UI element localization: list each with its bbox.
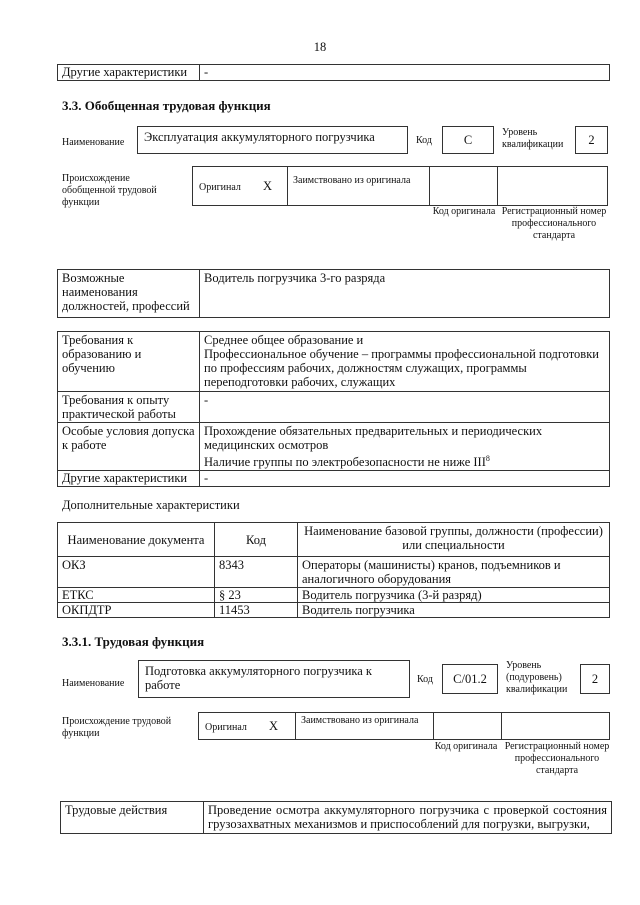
code-original-caption: Код оригинала bbox=[432, 206, 496, 217]
labour-actions-table bbox=[60, 801, 612, 834]
tf-original-label: Оригинал bbox=[205, 722, 247, 733]
other-characteristics-top-row bbox=[57, 64, 610, 81]
additional-title: Дополнительные характеристики bbox=[62, 498, 240, 512]
requirements-table bbox=[57, 331, 610, 487]
req-value: Среднее общее образование и Профессиональное обучение – программы профессиональной подготовки по профессиям рабочих, должностям служащих, программы переподготовки рабочих, служащих bbox=[200, 332, 610, 392]
borrowed-label: Заимствовано из оригинала bbox=[293, 175, 411, 186]
tf-code-value: C/01.2 bbox=[442, 664, 498, 694]
cell: § 23 bbox=[215, 588, 298, 603]
tf-level-label: Уровень (подуровень) квалификации bbox=[506, 660, 568, 695]
req-text: Прохождение обязательных предварительных и периодических медицинских осмотров Наличие группы по электробезопасности не ниже III bbox=[204, 424, 543, 470]
cell: 11453 bbox=[215, 603, 298, 618]
cell: ОКПДТР bbox=[58, 603, 215, 618]
row-label: Другие характеристики bbox=[58, 65, 200, 81]
footnote-mark: 8 bbox=[485, 454, 490, 463]
code-value: C bbox=[442, 126, 494, 154]
col-header: Наименование документа bbox=[58, 523, 215, 557]
page-number: 18 bbox=[313, 40, 327, 54]
req-label: Требования к опыту практической работы bbox=[58, 392, 200, 423]
section-heading: 3.3. Обобщенная трудовая функция bbox=[62, 98, 271, 113]
req-label: Требования к образованию и обучению bbox=[58, 332, 200, 392]
name-value: Эксплуатация аккумуляторного погрузчика bbox=[137, 126, 408, 154]
tf-code-original-caption: Код оригинала bbox=[434, 741, 498, 752]
tf-name-label: Наименование bbox=[62, 678, 125, 689]
positions-table bbox=[57, 269, 610, 318]
level-label: Уровень квалификации bbox=[502, 127, 564, 150]
tf-name-value: Подготовка аккумуляторного погрузчика к работе bbox=[138, 660, 410, 698]
tf-level-value: 2 bbox=[580, 664, 610, 694]
col-header: Наименование базовой группы, должности (профессии) или специальности bbox=[298, 523, 610, 557]
level-value: 2 bbox=[575, 126, 608, 154]
origin-box bbox=[192, 166, 608, 206]
col-header: Код bbox=[215, 523, 298, 557]
tf-original-mark: X bbox=[269, 719, 279, 733]
actions-value: Проведение осмотра аккумуляторного погрузчика с проверкой состояния грузозахватных механизмов и приспособлений для погрузки, выгрузки, bbox=[204, 802, 612, 834]
req-value bbox=[200, 423, 610, 471]
req-label: Особые условия допуска к работе bbox=[58, 423, 200, 471]
table-row bbox=[58, 603, 610, 618]
tf-borrowed-label: Заимствовано из оригинала bbox=[301, 715, 419, 726]
tf-reg-number-caption: Регистрационный номер профессионального стандарта bbox=[504, 741, 610, 776]
origin-label: Происхождение обобщенной трудовой функции bbox=[62, 173, 157, 208]
additional-table bbox=[57, 522, 610, 618]
req-value: - bbox=[200, 392, 610, 423]
cell: 8343 bbox=[215, 557, 298, 588]
req-label: Другие характеристики bbox=[58, 471, 200, 487]
positions-label: Возможные наименования должностей, профессий bbox=[58, 270, 200, 318]
reg-number-caption: Регистрационный номер профессионального стандарта bbox=[501, 206, 607, 241]
row-value: - bbox=[200, 65, 610, 81]
tf-origin-label: Происхождение трудовой функции bbox=[62, 716, 172, 739]
code-label: Код bbox=[416, 135, 432, 146]
positions-value: Водитель погрузчика 3-го разряда bbox=[200, 270, 610, 318]
original-mark: X bbox=[263, 179, 273, 193]
req-value: - bbox=[200, 471, 610, 487]
table-row bbox=[58, 557, 610, 588]
name-label: Наименование bbox=[62, 137, 125, 148]
cell: ЕТКС bbox=[58, 588, 215, 603]
table-row bbox=[58, 588, 610, 603]
actions-label: Трудовые действия bbox=[61, 802, 204, 834]
tf-code-label: Код bbox=[417, 674, 433, 685]
original-label: Оригинал bbox=[199, 182, 241, 193]
tf-origin-box bbox=[198, 712, 610, 740]
subsection-heading: 3.3.1. Трудовая функция bbox=[62, 634, 205, 649]
cell: Водитель погрузчика (3-й разряд) bbox=[298, 588, 610, 603]
cell: Операторы (машинисты) кранов, подъемников и аналогичного оборудования bbox=[298, 557, 610, 588]
cell: ОКЗ bbox=[58, 557, 215, 588]
cell: Водитель погрузчика bbox=[298, 603, 610, 618]
